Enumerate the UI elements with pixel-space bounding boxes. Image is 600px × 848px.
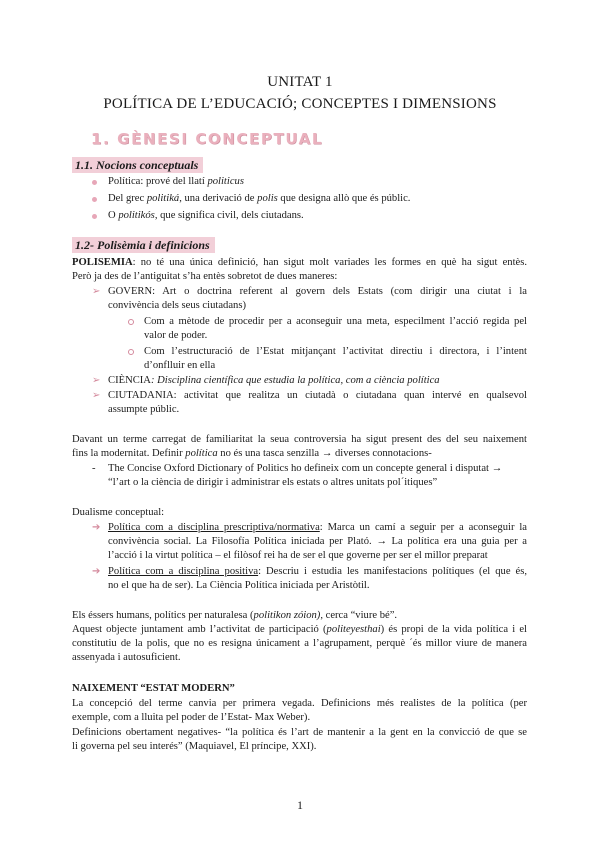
naixement-heading: NAIXEMENT “ESTAT MODERN” [72, 683, 235, 694]
sublist-item: Com l’estructuració de l’Estat mitjançant l’activitat directiu i directora, i l’intent [144, 346, 527, 357]
paragraph-line: fins la modernitat. Definir política no és una tasca senzilla → diverses connotacions- [72, 448, 432, 459]
paragraph-line: Però ja des de l’antiguitat s’ha entès sobretot de dues maneres: [72, 271, 338, 282]
section-heading: 1. GÈNESI CONCEPTUAL [91, 130, 324, 148]
sublist-item-cont: d’onflluir en ella [144, 360, 216, 371]
dualism-label: Dualisme conceptual: [72, 507, 165, 518]
list-item: Política: prové del llatí politicus [108, 176, 244, 187]
paragraph-line: La concepció del terme canvia per primera vegada. Definicions més realistes de la política (per [72, 698, 527, 709]
list-item-ciutadania-cont: assumpte públic. [108, 404, 180, 415]
list-item-positiva-cont: no el que ha de ser). La Ciència Política iniciada per Aristòtil. [108, 580, 370, 591]
subsection-heading-nocions: 1.1. Nocions conceptuals [72, 157, 203, 173]
list-item: Del grec politiká, una derivació de polis que designa allò que és públic. [108, 193, 411, 204]
arrow-bullet-icon: ➢ [92, 286, 101, 297]
paragraph-line: Aquest objecte juntament amb l’activitat de participació (politeyesthai) és propi de la vida política i el [72, 624, 527, 635]
right-arrow-icon: ➔ [92, 566, 101, 577]
paragraph-line: assenyada i autosuficient. [72, 652, 181, 663]
paragraph-line: Definicions obertament negatives- “la política és l’art de mantenir a la gent en la convicció de que se [72, 727, 527, 738]
arrow-bullet-icon: ➢ [92, 390, 101, 401]
list-item-normativa-cont: convivència social. La Filosofía Política iniciada per Plató. → La política era una guia per a [108, 536, 527, 547]
list-item-ciutadania: CIUTADANIA: activitat que realitza un ciutadà o ciutadana quan intervé en qualsevol [108, 390, 527, 401]
unit-label: UNITAT 1 [267, 74, 333, 90]
paragraph-line: exemple, com a lluita pel poder de l’Estat- Max Weber). [72, 712, 311, 723]
paragraph-line: POLISEMIA: no té una única definició, han sigut molt variades les formes en què ha sigut entès. [72, 257, 527, 268]
bullet-dot-icon [92, 197, 97, 202]
arrow-bullet-icon: ➢ [92, 375, 101, 386]
circle-bullet-icon [128, 349, 134, 355]
list-item-normativa: Política com a disciplina prescriptiva/normativa: Marca un camí a seguir per a aconseguir la [108, 522, 527, 533]
list-item-normativa-cont: l’acció i la virtut política – el filòsof rei ha de ser el que governe per ser el millor preparat [108, 550, 488, 561]
list-item-positiva: Política com a disciplina positiva: Descriu i estudia les manifestacions polítiques (el que és, [108, 566, 528, 577]
list-item-govern-cont: convivència dels seus ciutadans) [108, 300, 246, 311]
bullet-dot-icon [92, 214, 97, 219]
paragraph-line: constitutiu de la polis, que no es resigna únicament a l’agrupament, perquè ´és millor viure de manera [72, 638, 527, 649]
dictionary-definition-cont: “l’art o la ciència de dirigir i administrar els estats o altres unitats pol´itiques” [108, 477, 438, 488]
subsection-heading-polisemia: 1.2- Polisèmia i definicions [72, 237, 215, 253]
list-item: O politikós, que significa civil, dels ciutadans. [108, 210, 304, 221]
right-arrow-icon: ➔ [92, 522, 101, 533]
page-number: 1 [297, 798, 303, 812]
paragraph-line: Davant un terme carregat de familiaritat la seua controversia ha sigut present des del seu naixement [72, 434, 527, 445]
sublist-item-cont: valor de poder. [144, 330, 208, 341]
paragraph-line: Els éssers humans, polítics per naturalesa (politikon zóion), cerca “viure bé”. [72, 610, 398, 621]
circle-bullet-icon [128, 319, 134, 325]
bullet-dot-icon [92, 180, 97, 185]
sublist-item: Com a mètode de procedir per a aconseguir una meta, especilment l’acció regida pel [144, 316, 527, 327]
dash-bullet-icon: - [92, 463, 96, 474]
list-item-govern: GOVERN: Art o doctrina referent al govern dels Estats (com dirigir una ciutat i la [108, 286, 527, 297]
paragraph-line: li governa pel seu interés” (Maquiavel, El príncipe, XXI). [72, 741, 317, 752]
unit-title: POLÍTICA DE L’EDUCACIÓ; CONCEPTES I DIMENSIONS [103, 96, 497, 112]
dictionary-definition: The Concise Oxford Dictionary of Politics ho defineix com un concepte general i disputat → [108, 463, 503, 474]
list-item-ciencia: CIÈNCIA: Disciplina científica que estudia la política, com a ciència política [108, 375, 440, 386]
